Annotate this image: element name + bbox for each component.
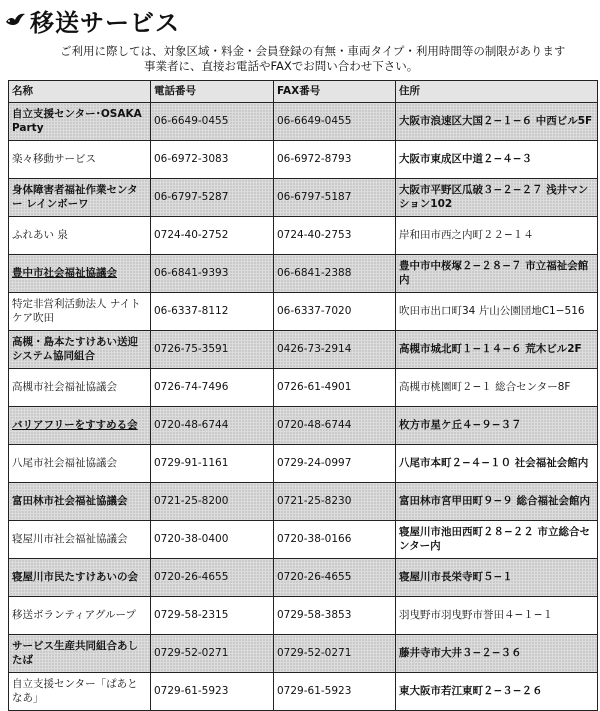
table-row <box>9 103 598 141</box>
cell-name: 楽々移動サービス <box>9 141 151 179</box>
table-row <box>9 635 598 673</box>
cell-address: 岸和田市西之内町２２−１４ <box>396 217 598 255</box>
table-row <box>9 597 598 635</box>
cell-address: 大阪市浪速区大国２−１−６ 中西ビル5F <box>396 103 598 141</box>
table-row <box>9 407 598 445</box>
cell-address: 東大阪市若江東町２−３−２６ <box>396 673 598 711</box>
table-row <box>9 483 598 521</box>
cell-tel: 06-6337-8112 <box>151 293 274 331</box>
cell-name: 寝屋川市民たすけあいの会 <box>9 559 151 597</box>
cell-address: 寝屋川市長栄寺町５−１ <box>396 559 598 597</box>
notice-line: 事業者に、直接お電話やFAXでお問い合わせ下さい。 <box>144 59 419 73</box>
cell-tel: 0724-40-2752 <box>151 217 274 255</box>
cell-name <box>9 407 151 445</box>
notice-text <box>60 44 600 74</box>
cell-address: 藤井寺市大井３−２−３６ <box>396 635 598 673</box>
transport-service-table <box>8 80 598 711</box>
cell-address: 枚方市星ケ丘４−９−３７ <box>396 407 598 445</box>
cell-name: 八尾市社会福祉協議会 <box>9 445 151 483</box>
cell-address: 羽曳野市羽曳野市誉田４−１−１ <box>396 597 598 635</box>
cell-tel: 0720-26-4655 <box>151 559 274 597</box>
table-row <box>9 521 598 559</box>
cell-fax: 0720-38-0166 <box>274 521 396 559</box>
cell-name-text: 豊中市社会福祉協議会 <box>12 266 117 279</box>
cell-name: 高槻市社会福祉協議会 <box>9 369 151 407</box>
cell-name: 寝屋川市社会福祉協議会 <box>9 521 151 559</box>
cell-tel: 0729-52-0271 <box>151 635 274 673</box>
cell-tel: 0720-48-6744 <box>151 407 274 445</box>
cell-name: 自立支援センター･OSAKA Party <box>9 103 151 141</box>
cell-fax: 06-6649-0455 <box>274 103 396 141</box>
cell-tel: 0726-75-3591 <box>151 331 274 369</box>
column-header-name: 名称 <box>9 81 151 103</box>
cell-address: 高槻市桃園町２−１ 総合センター8F <box>396 369 598 407</box>
cell-address: 高槻市城北町１−１４−６ 荒木ビル2F <box>396 331 598 369</box>
cell-address: 豊中市中桜塚２−２８−７ 市立福祉会館内 <box>396 255 598 293</box>
cell-fax: 06-6797-5187 <box>274 179 396 217</box>
cell-name: ふれあい 泉 <box>9 217 151 255</box>
cell-fax: 0729-58-3853 <box>274 597 396 635</box>
cell-fax: 0720-48-6744 <box>274 407 396 445</box>
table-row <box>9 141 598 179</box>
cell-fax: 0729-61-5923 <box>274 673 396 711</box>
cell-address: 吹田市出口町34 片山公園団地C1−516 <box>396 293 598 331</box>
cell-fax: 0729-24-0997 <box>274 445 396 483</box>
cell-tel: 0729-58-2315 <box>151 597 274 635</box>
cell-tel: 0729-91-1161 <box>151 445 274 483</box>
cell-fax: 0726-61-4901 <box>274 369 396 407</box>
column-header-address: 住所 <box>396 81 598 103</box>
cell-fax: 06-6841-2388 <box>274 255 396 293</box>
cell-tel: 0720-38-0400 <box>151 521 274 559</box>
notice-line: ご利用に際しては、対象区域・料金・会員登録の有無・車両タイプ・利用時間等の制限があります <box>60 44 566 58</box>
page-header <box>4 4 180 36</box>
cell-name: 身体障害者福祉作業センター レインボーワ <box>9 179 151 217</box>
table-header-row <box>9 81 598 103</box>
table-row <box>9 255 598 293</box>
table-row <box>9 179 598 217</box>
table-row <box>9 559 598 597</box>
table-row <box>9 445 598 483</box>
cell-fax: 0724-40-2753 <box>274 217 396 255</box>
cell-name: 自立支援センター「ぱあとなあ」 <box>9 673 151 711</box>
page-title: 移送サービス <box>30 8 180 37</box>
column-header-tel: 電話番号 <box>151 81 274 103</box>
cell-address: 大阪市東成区中道２−４−３ <box>396 141 598 179</box>
cell-name-text: バリアフリーをすすめる会 <box>12 418 138 431</box>
cell-tel: 0721-25-8200 <box>151 483 274 521</box>
cell-tel: 0729-61-5923 <box>151 673 274 711</box>
cell-address: 富田林市宮甲田町９−９ 総合福祉会館内 <box>396 483 598 521</box>
cell-tel: 0726-74-7496 <box>151 369 274 407</box>
cell-address: 寝屋川市池田西町２８−２２ 市立総合センター内 <box>396 521 598 559</box>
cell-fax: 0720-26-4655 <box>274 559 396 597</box>
cell-fax: 0721-25-8230 <box>274 483 396 521</box>
cell-address: 八尾市本町２−４−１０ 社会福祉会館内 <box>396 445 598 483</box>
cell-tel: 06-6797-5287 <box>151 179 274 217</box>
table-row <box>9 331 598 369</box>
table-row <box>9 369 598 407</box>
table-row <box>9 293 598 331</box>
table-row <box>9 673 598 711</box>
cell-name: サービス生産共同組合あしたば <box>9 635 151 673</box>
cell-name: 富田林市社会福祉協議会 <box>9 483 151 521</box>
column-header-fax: FAX番号 <box>274 81 396 103</box>
cell-fax: 06-6337-7020 <box>274 293 396 331</box>
bird-icon <box>4 9 26 31</box>
table-row <box>9 217 598 255</box>
cell-address: 大阪市平野区瓜破３−２−２７ 浅井マンション102 <box>396 179 598 217</box>
cell-fax: 0426-73-2914 <box>274 331 396 369</box>
cell-name: 高槻・島本たすけあい送迎システム協同組合 <box>9 331 151 369</box>
cell-fax: 06-6972-8793 <box>274 141 396 179</box>
cell-tel: 06-6972-3083 <box>151 141 274 179</box>
cell-name <box>9 255 151 293</box>
cell-fax: 0729-52-0271 <box>274 635 396 673</box>
cell-tel: 06-6841-9393 <box>151 255 274 293</box>
cell-tel: 06-6649-0455 <box>151 103 274 141</box>
cell-name: 移送ボランティアグループ <box>9 597 151 635</box>
cell-name: 特定非営利活動法人 ナイトケア吹田 <box>9 293 151 331</box>
